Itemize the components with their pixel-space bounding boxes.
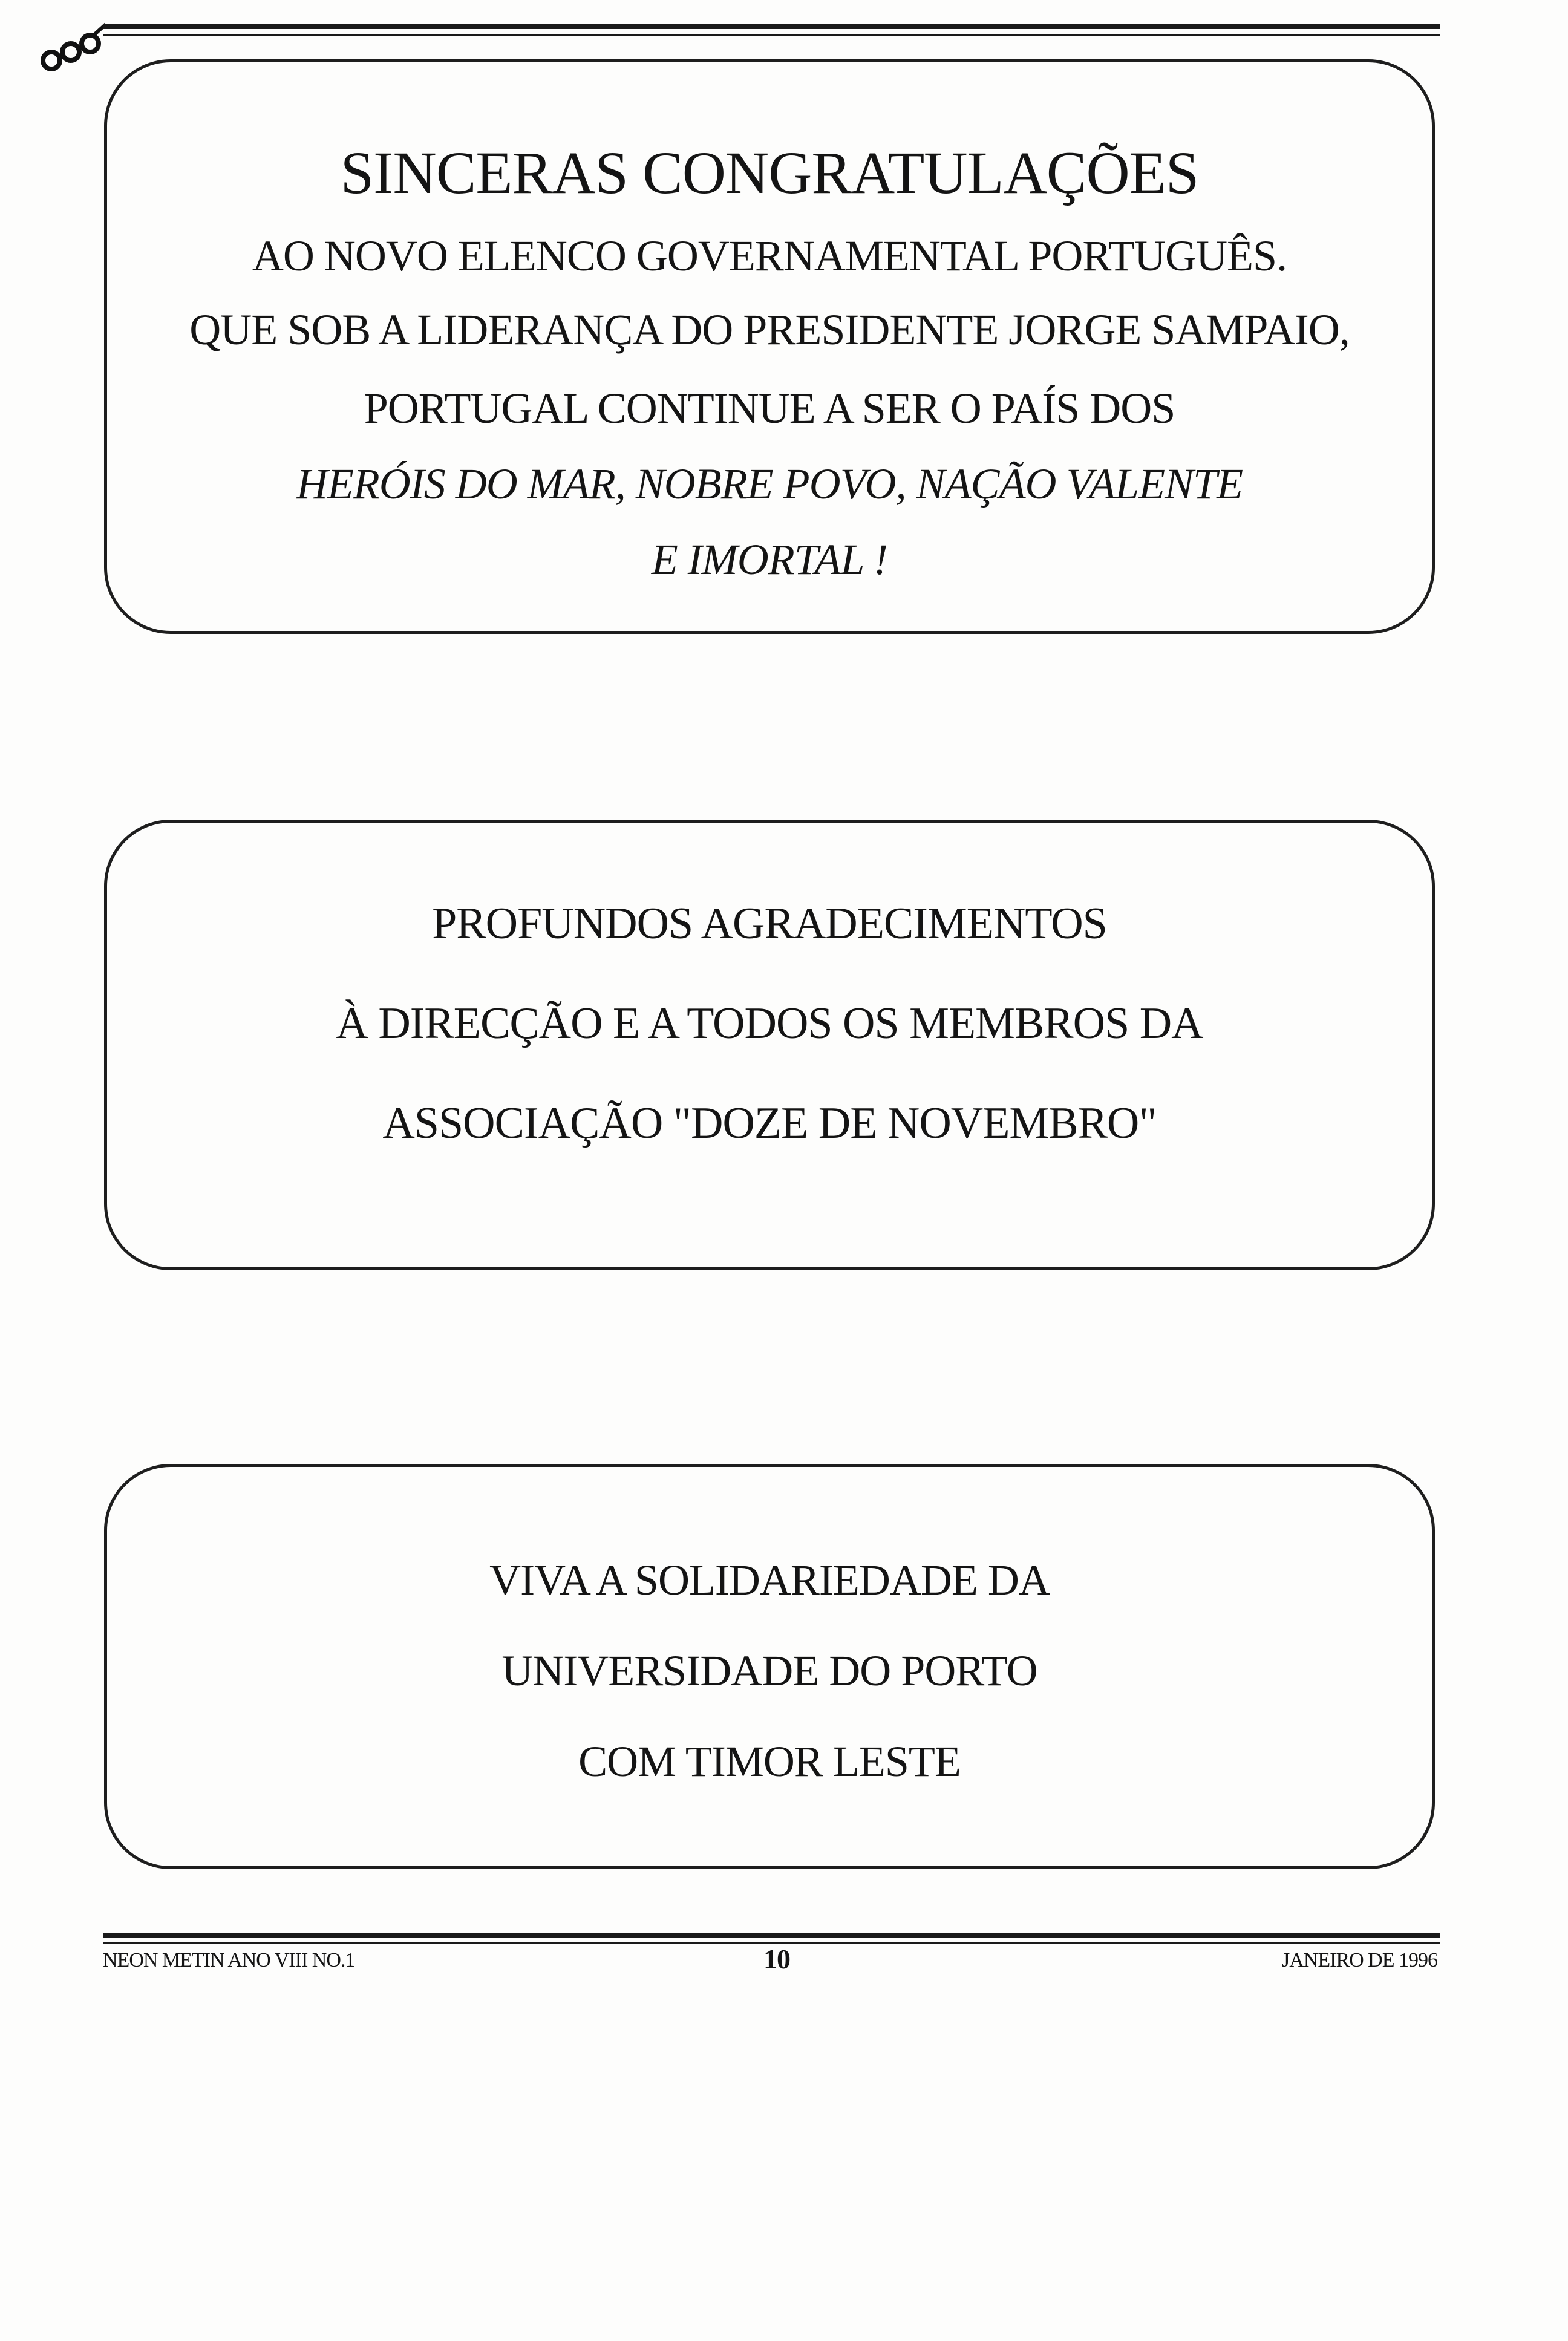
- box-title: SINCERAS CONGRATULAÇÕES: [340, 139, 1199, 206]
- top-rule-thin: [103, 34, 1440, 36]
- thanks-box: [104, 820, 1435, 1270]
- box-text-line: COM TIMOR LESTE: [578, 1737, 961, 1786]
- box-text-line: VIVA A SOLIDARIEDADE DA: [489, 1556, 1050, 1604]
- top-rule-thick: [103, 24, 1440, 29]
- box-text-line: À DIRECÇÃO E A TODOS OS MEMBROS DA: [336, 999, 1203, 1048]
- box-text-line: PORTUGAL CONTINUE A SER O PAÍS DOS: [364, 384, 1175, 433]
- footer-date: JANEIRO DE 1996: [1282, 1949, 1437, 1971]
- box-text-line: PROFUNDOS AGRADECIMENTOS: [432, 899, 1107, 948]
- box-italic-line: HERÓIS DO MAR, NOBRE POVO, NAÇÃO VALENTE: [296, 460, 1243, 508]
- box-text-line: ASSOCIAÇÃO "DOZE DE NOVEMBRO": [382, 1099, 1157, 1148]
- solidarity-box: [104, 1464, 1435, 1869]
- box-text-line: AO NOVO ELENCO GOVERNAMENTAL PORTUGUÊS.: [252, 232, 1287, 280]
- footer-page-number: 10: [763, 1944, 790, 1974]
- congratulations-box: [104, 59, 1435, 634]
- box-text-line: UNIVERSIDADE DO PORTO: [501, 1647, 1037, 1695]
- corner-ornament-icon: [33, 17, 112, 77]
- footer-publication: NEON METIN ANO VIII NO.1: [103, 1949, 355, 1971]
- box-italic-line: E IMORTAL !: [651, 535, 888, 584]
- footer-rule-thick: [103, 1933, 1440, 1938]
- box-text-line: QUE SOB A LIDERANÇA DO PRESIDENTE JORGE SAMPAIO,: [189, 305, 1350, 354]
